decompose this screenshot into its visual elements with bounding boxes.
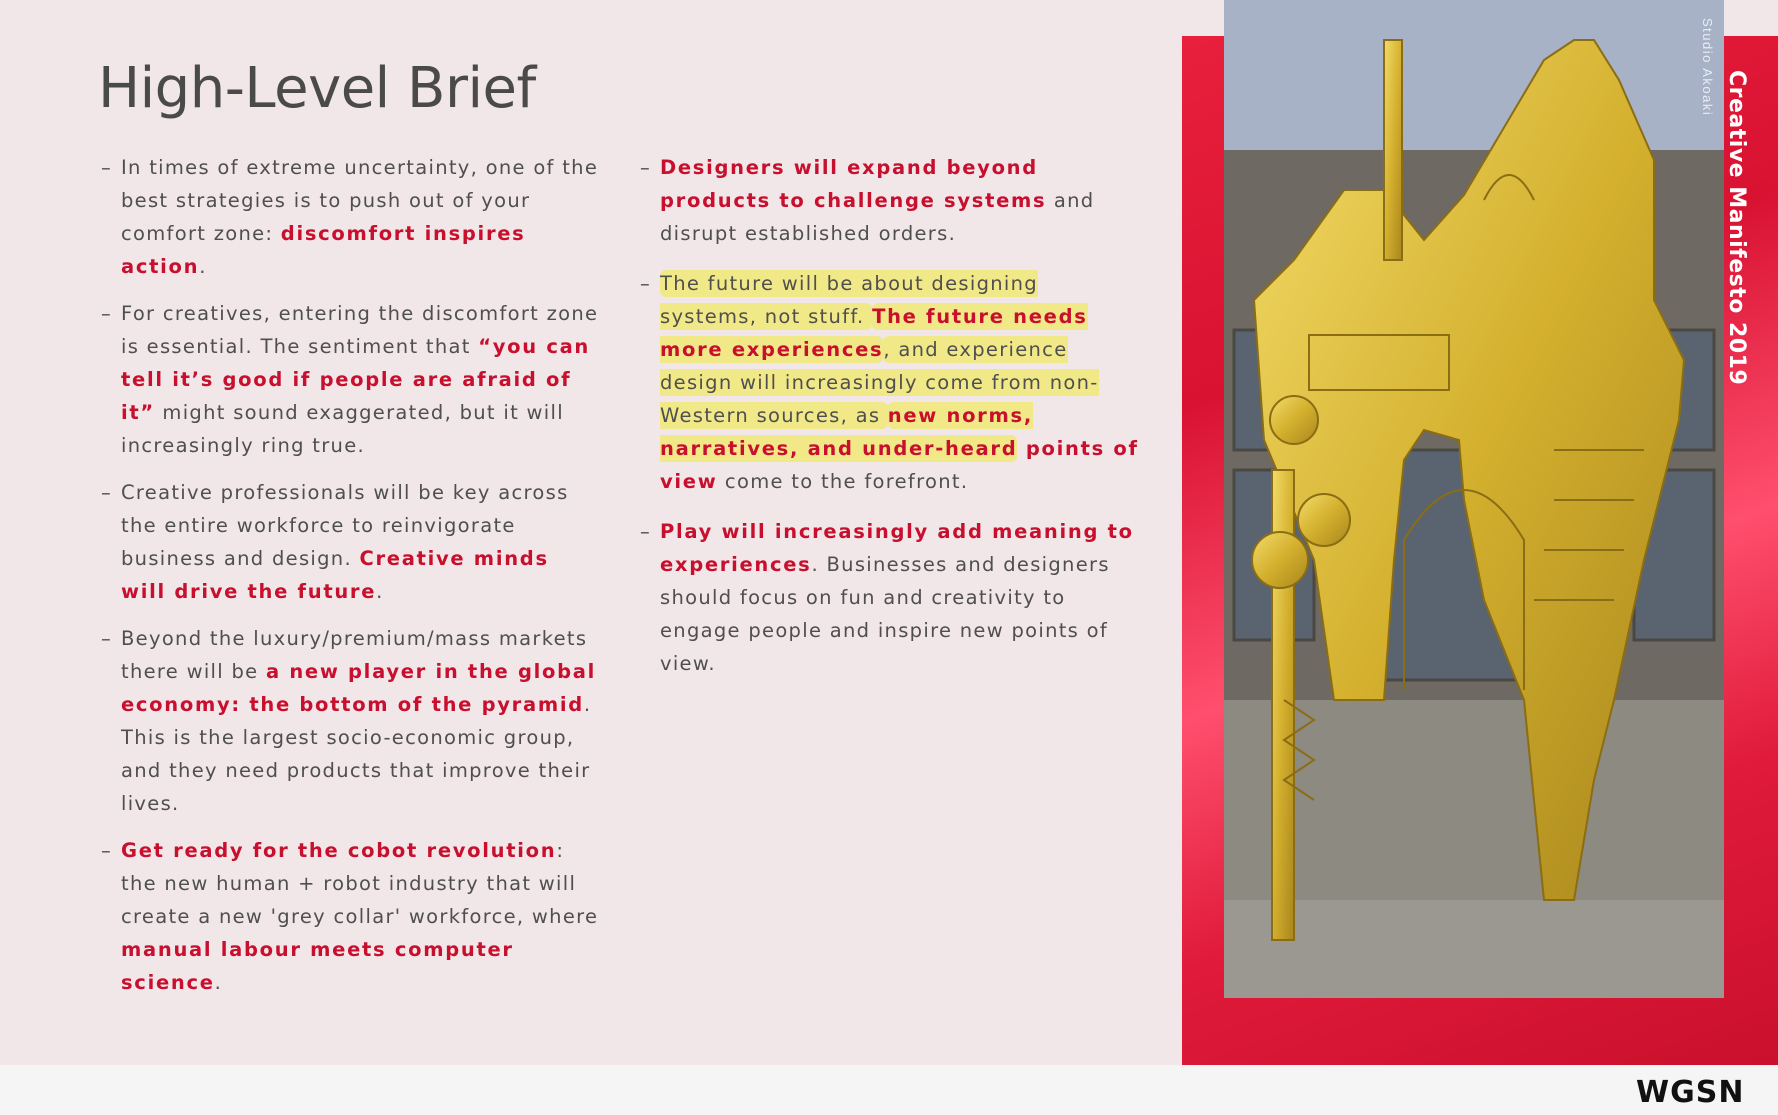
page-title: High-Level Brief [98, 56, 536, 121]
gravel-ground [1224, 900, 1724, 998]
emphasis-text: Get ready for the cobot revolution [121, 839, 557, 862]
list-item: – In times of extreme uncertainty, one of the best strategies is to push out of your comfort zone: discomfort inspires action. [101, 151, 601, 283]
wgsn-logo: WGSN [1636, 1075, 1745, 1110]
emphasis-text: Creative minds will drive the future [121, 547, 549, 603]
emphasis-text: Play will increasingly add meaning to experiences [660, 520, 1134, 576]
emphasis-text: Designers will expand beyond products to challenge systems [660, 156, 1047, 212]
vertical-side-title: Creative Manifesto 2019 [1724, 70, 1749, 386]
emphasis-text: discomfort inspires action [121, 222, 526, 278]
list-item: – Get ready for the cobot revolution: the new human + robot industry that will create a new 'grey collar' workforce, where manual labour meets computer science. [101, 834, 601, 999]
emphasis-text: manual labour meets computer science [121, 938, 514, 994]
emphasis-text: points of view [660, 437, 1139, 493]
list-item: – The future will be about designing systems, not stuff. The future needs more experiences, and experience design will increasingly come from non-Western sources, as new norms, narratives, and under-heard points of view come to the forefront. [640, 267, 1140, 498]
list-item: – Play will increasingly add meaning to experiences. Businesses and designers should focus on fun and creativity to engage people and inspire new points of view. [640, 515, 1140, 680]
highlighted-text: The future will be about designing systems, not stuff. [660, 272, 1038, 328]
golden-facade-illustration [1224, 0, 1724, 998]
highlighted-text: , and experience design will increasingly come from non-Western sources, as [660, 338, 1099, 427]
emphasis-text: “you can tell it’s good if people are afraid of it” [121, 335, 591, 424]
highlighted-emphasis-text: new norms, narratives, and under-heard [660, 404, 1033, 460]
list-item: – For creatives, entering the discomfort zone is essential. The sentiment that “you can tell it’s good if people are afraid of it” might sound exaggerated, but it will increasingly ring true. [101, 297, 601, 462]
footer-bar [0, 1065, 1778, 1115]
photo-credit: Studio Akoaki [1700, 18, 1715, 117]
list-item: – Beyond the luxury/premium/mass markets there will be a new player in the global economy: the bottom of the pyramid. This is the largest socio-economic group, and they need products that improve their lives. [101, 622, 601, 820]
list-item: – Creative professionals will be key across the entire workforce to reinvigorate business and design. Creative minds will drive the future. [101, 476, 601, 608]
emphasis-text: a new player in the global economy: the bottom of the pyramid [121, 660, 596, 716]
list-item: – Designers will expand beyond products to challenge systems and disrupt established orders. [640, 151, 1140, 250]
brief-column-left [101, 151, 601, 1013]
brief-column-right [640, 151, 1140, 697]
sky [1224, 0, 1724, 150]
highlighted-emphasis-text: The future needs more experiences [660, 305, 1088, 361]
sculpture-photo [1224, 0, 1724, 998]
